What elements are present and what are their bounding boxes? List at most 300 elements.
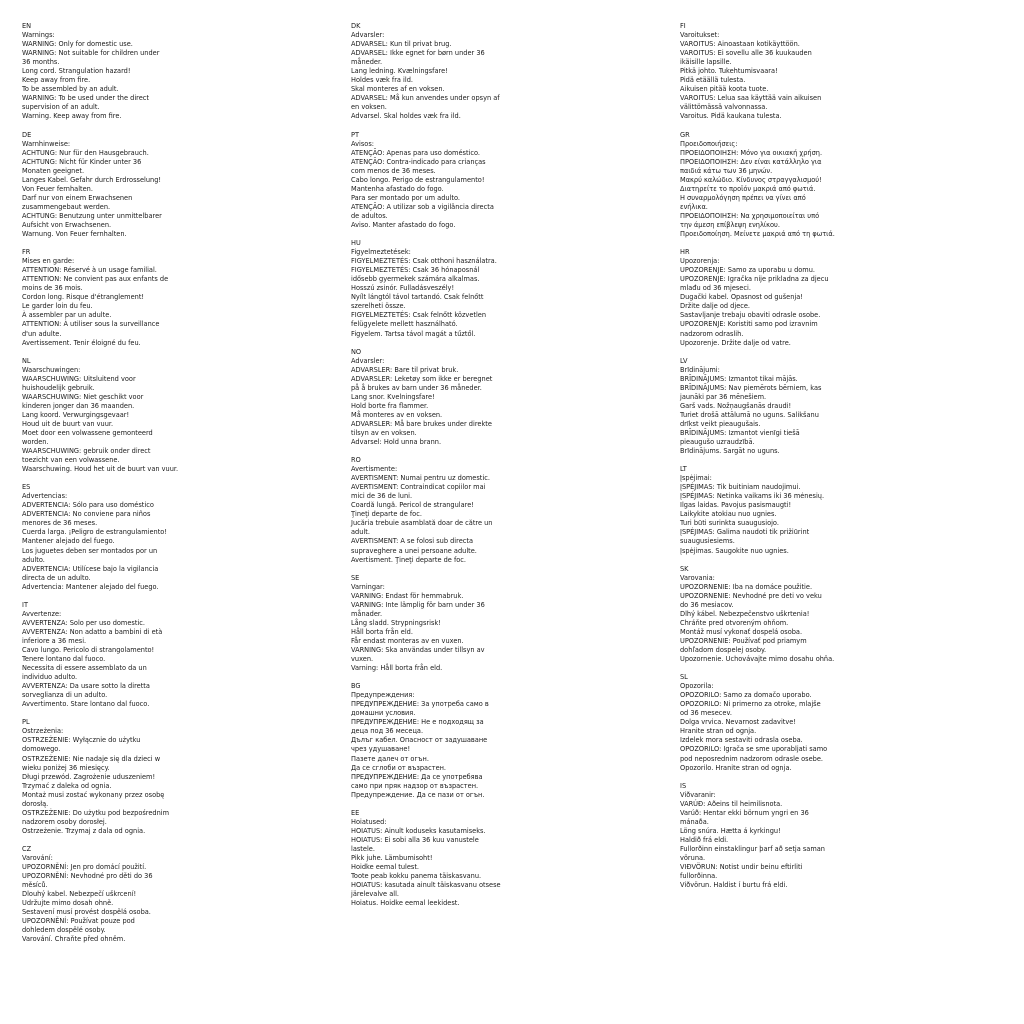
warning-line: Lang snor. Kvelningsfare! — [351, 392, 435, 401]
warning-line: домашни условия. — [351, 709, 416, 718]
warning-line: Avertismente: — [351, 465, 398, 474]
warning-line: Houd uit de buurt van vuur. — [22, 419, 114, 428]
warning-line: VARNING: Endast för hemmabruk. — [351, 591, 464, 600]
warning-line: UPOZORNENIE: Nevhodné pre deti vo veku — [680, 591, 822, 600]
warning-section-bg — [351, 682, 651, 800]
language-code: HU — [351, 239, 361, 248]
warning-section-sk — [680, 565, 980, 665]
warning-line: 36 months. — [22, 58, 60, 67]
warning-section-pt — [351, 131, 651, 231]
warning-line: WARNING: Not suitable for children under — [22, 49, 160, 58]
warning-line: Long cord. Strangulation hazard! — [22, 67, 131, 76]
warning-line: individuo adulto. — [22, 673, 78, 682]
warning-line: Upozorenje. Držite dalje od vatre. — [680, 338, 791, 347]
warning-section-it — [22, 601, 322, 710]
warning-line: Advarsler: — [351, 31, 385, 40]
warning-line: Ţineţi departe de foc. — [351, 510, 422, 519]
warning-line: Viðvaranir: — [680, 790, 716, 799]
warning-line: měsíců. — [22, 881, 48, 890]
language-code: DK — [351, 22, 361, 30]
warning-line: directa de un adulto. — [22, 573, 91, 582]
warning-line: Må monteres av en voksen. — [351, 410, 443, 419]
language-code: SE — [351, 573, 360, 582]
warning-line: Haldið frá eldi. — [680, 835, 729, 844]
language-code: EE — [351, 808, 360, 817]
warning-line: Προειδοποιήσεις: — [680, 139, 738, 148]
warning-line: sorveglianza di un adulto. — [22, 691, 108, 700]
warning-section-sl — [680, 673, 980, 773]
column-1 — [22, 22, 322, 953]
language-code: IS — [680, 781, 687, 790]
warning-line: ADVERTENCIA: Utilícese bajo la vigilancia — [22, 564, 159, 573]
warning-line: vöruna. — [680, 853, 706, 862]
warning-section-ro — [351, 456, 651, 565]
warning-section-se — [351, 574, 651, 674]
warning-line: ATENÇÃO: A utilizar sob a vigilância directa — [351, 202, 494, 211]
warning-line: ATENÇÃO: Apenas para uso doméstico. — [351, 148, 481, 157]
warning-line: vuxen. — [351, 655, 374, 664]
warning-line: HOIATUS: Ei sobi alla 36 kuu vanustele — [351, 835, 479, 844]
warning-line: Varovania: — [680, 573, 715, 582]
warning-line: OPOZORILO: Ni primerno za otroke, mlajše — [680, 700, 821, 709]
warning-line: Upozorenja: — [680, 257, 720, 266]
warning-line: Cuerda larga. ¡Peligro de estrangulamiento! — [22, 528, 167, 537]
warning-line: VAROITUS: Lelua saa käyttää vain aikuisen — [680, 94, 822, 103]
warning-line: Hoiatus. Hoidke eemal leekidest. — [351, 899, 460, 908]
warning-line: AVVERTENZA: Da usare sotto la diretta — [22, 682, 150, 691]
warning-line: inferiore a 36 mesi. — [22, 636, 87, 645]
warning-line: OSTRZEŻENIE: Wyłącznie do użytku — [22, 736, 141, 745]
warning-line: Håll borta från eld. — [351, 627, 413, 636]
warning-line: od 36 mesecev. — [680, 709, 732, 718]
warning-line: mánaða. — [680, 817, 709, 826]
warning-line: Los juguetes deben ser montados por un — [22, 546, 158, 555]
warning-line: Viðvörun. Haldist í burtu frá eldi. — [680, 881, 788, 890]
warning-line: Pikk juhe. Lämbumisoht! — [351, 853, 433, 862]
warning-line: Mantener alejado del fuego. — [22, 537, 115, 546]
warning-line: AVERTISMENT: A se folosi sub directa — [351, 537, 473, 546]
warning-line: tilsyn av en voksen. — [351, 428, 417, 437]
warning-line: ĮSPĖJIMAS: Tik buitiniam naudojimui. — [680, 483, 801, 492]
warning-line: Μακρύ καλώδιο. Κίνδυνος στραγγαλισμού! — [680, 175, 822, 184]
language-code: IT — [22, 600, 28, 609]
warning-line: Varningar: — [351, 582, 385, 591]
warning-line: Nyílt lángtól távol tartandó. Csak felnőtt — [351, 293, 484, 302]
language-code: GR — [680, 130, 690, 139]
language-code: CZ — [22, 844, 32, 853]
warning-line: Avvertenze: — [22, 609, 62, 618]
warning-line: Warning. Keep away from fire. — [22, 112, 122, 121]
warning-line: HOIATUS: Ainult koduseks kasutamiseks. — [351, 826, 486, 835]
warning-line: Προειδοποίηση. Μείνετε μακριά από τη φωτιά. — [680, 230, 835, 239]
language-code: PL — [22, 718, 30, 727]
warning-line: Cordon long. Risque d'étranglement! — [22, 293, 145, 302]
warning-line: την άμεση επίβλεψη ενηλίκου. — [680, 220, 780, 229]
warning-line: Waarschuwing. Houd het uit de buurt van vuur. — [22, 465, 179, 474]
warning-line: Предупреждения: — [351, 691, 415, 700]
warning-line: Warnhinweise: — [22, 139, 71, 148]
warning-line: Le garder loin du feu. — [22, 302, 93, 311]
warning-line: Да се сглоби от възрастен. — [351, 763, 447, 772]
warning-line: Aufsicht von Erwachsenen. — [22, 220, 112, 229]
warning-line: Waarschuwingen: — [22, 365, 81, 374]
warning-line: ĮSPĖJIMAS: Galima naudoti tik prižiūrint — [680, 528, 810, 537]
warning-line: Avvertimento. Stare lontano dal fuoco. — [22, 700, 150, 709]
warning-section-hu — [351, 239, 651, 339]
warning-line: Ostrzeżenie. Trzymaj z dala od ognia. — [22, 826, 146, 835]
warning-line: ACHTUNG: Nur für den Hausgebrauch. — [22, 148, 149, 157]
warning-line: VARNING: Ska användas under tillsyn av — [351, 646, 485, 654]
warning-line: WAARSCHUWING: Niet geschikt voor — [22, 392, 144, 401]
warning-line: Varoitukset: — [680, 31, 720, 40]
warning-line: Advertencia: Mantener alejado del fuego. — [22, 582, 159, 591]
warning-line: Pidä etäällä tulesta. — [680, 76, 746, 85]
warning-line: FIGYELMEZTETÉS: Csak felnőtt közvetlen — [351, 311, 487, 320]
language-code: PT — [351, 130, 360, 139]
warning-line: OPOZORILO: Samo za domačo uporabo. — [680, 691, 812, 700]
warning-line: på å brukes av barn under 36 måneder. — [351, 383, 482, 392]
warning-line: Montáž musí vykonať dospelá osoba. — [680, 627, 803, 636]
warning-line: pieaugušo uzraudzībā. — [680, 438, 755, 447]
warning-line: Mises en garde: — [22, 257, 75, 266]
warning-line: Aviso. Manter afastado do fogo. — [351, 220, 456, 229]
warning-line: Moet door een volwassene gemonteerd — [22, 428, 153, 437]
warning-line: Trzymać z daleka od ognia. — [22, 781, 112, 790]
warning-line: Varúð: Hentar ekki börnum yngri en 36 — [680, 808, 809, 817]
warning-line: Cabo longo. Perigo de estrangulamento! — [351, 175, 485, 184]
warning-line: Hold borte fra flammer. — [351, 401, 429, 410]
warning-line: Dugački kabel. Opasnost od gušenja! — [680, 293, 803, 302]
warning-line: BRĪDINĀJUMS: Izmantot vienīgi tiešā — [680, 428, 800, 437]
language-code: SK — [680, 564, 689, 573]
warning-section-ee — [351, 809, 651, 909]
warning-line: Пазете далеч от огън. — [351, 754, 429, 763]
warning-section-lt — [680, 465, 980, 555]
warning-line: UPOZORNĚNÍ: Používat pouze pod — [22, 917, 135, 926]
warning-line: OSTRZEŻENIE: Nie nadaje się dla dzieci w — [22, 754, 161, 763]
warning-line: BRĪDINĀJUMS: Izmantot tikai mājās. — [680, 374, 798, 383]
warning-line: ĮSPĖJIMAS: Netinka vaikams iki 36 mėnesių. — [680, 492, 825, 501]
warning-section-fr — [22, 248, 322, 348]
warning-line: OPOZORILO: Igrača se sme uporabljati samo — [680, 745, 828, 754]
warning-line: Avertisment. Ţineţi departe de foc. — [351, 555, 467, 564]
warning-line: AVVERTENZA: Non adatto a bambini di età — [22, 627, 163, 636]
warning-line: ΠΡΟΕΙΔΟΠΟΙΗΣΗ: Να χρησιμοποιείται υπό — [680, 211, 820, 220]
warning-line: Įspėjimai: — [680, 474, 712, 483]
warning-line: VARNING: Inte lämplig för barn under 36 — [351, 600, 485, 609]
warning-line: Aikuisen pitää koota tuote. — [680, 85, 769, 94]
warning-line: worden. — [22, 438, 49, 447]
language-code: BG — [351, 682, 361, 691]
warning-line: ATENÇÃO: Contra-indicado para crianças — [351, 157, 486, 166]
warning-line: Monaten geeignet. — [22, 166, 85, 175]
warning-line: do 36 mesiacov. — [680, 600, 734, 609]
warning-line: ADVARSEL: Kun til privat brug. — [351, 40, 452, 49]
warning-line: szerelheti össze. — [351, 302, 406, 311]
warning-line: ПРЕДУПРЕЖДЕНИЕ: Не е подходящ за — [351, 718, 484, 727]
warning-line: Figyelem. Tartsa távol magát a tűztől. — [351, 329, 476, 338]
warning-line: ADVARSLER: Leketøy som ikke er beregnet — [351, 374, 493, 383]
warning-line: domowego. — [22, 745, 61, 754]
warning-line: drīkst veikt pieaugušais. — [680, 419, 761, 428]
warning-line: moins de 36 mois. — [22, 284, 83, 293]
warning-line: Löng snúra. Hætta á kyrkingu! — [680, 826, 781, 835]
warning-line: ADVARSLER: Må bare brukes under direkte — [351, 419, 492, 428]
warning-line: Hoiatused: — [351, 817, 387, 826]
warning-line: Udržujte mimo dosah ohně. — [22, 899, 114, 908]
warning-line: toezicht van een volwassene. — [22, 456, 120, 465]
warning-line: ενήλικα. — [680, 202, 708, 211]
warning-line: supraveghere a unei persoane adulte. — [351, 546, 477, 555]
warning-line: Warnings: — [22, 31, 55, 40]
warning-line: Fullorðinn einstaklingur þarf að setja saman — [680, 844, 825, 853]
warning-line: Upozornenie. Uchovávajte mimo dosahu ohňa. — [680, 655, 835, 664]
warning-section-gr — [680, 131, 980, 240]
warning-section-es — [22, 483, 322, 592]
warning-line: Advarsel. Skal holdes væk fra ild. — [351, 112, 461, 121]
warning-line: Brīdinājums. Sargāt no uguns. — [680, 447, 780, 456]
warning-line: dorosłą. — [22, 799, 49, 808]
warning-section-en — [22, 22, 322, 122]
language-code: EN — [22, 22, 32, 30]
warning-line: ikäisille lapsille. — [680, 58, 732, 67]
warning-line: Mantenha afastado do fogo. — [351, 184, 444, 193]
warning-line: fullorðinna. — [680, 872, 718, 881]
warning-line: Langes Kabel. Gefahr durch Erdrosselung! — [22, 175, 162, 184]
warning-line: To be assembled by an adult. — [22, 85, 119, 94]
warning-line: Advarsel: Hold unna brann. — [351, 438, 442, 447]
warning-section-pl — [22, 718, 322, 836]
warning-line: jaunāki par 36 mēnešiem. — [680, 392, 767, 401]
warning-line: ACHTUNG: Benutzung unter unmittelbarer — [22, 211, 162, 220]
warning-line: WARNING: Only for domestic use. — [22, 40, 133, 49]
warning-line: Advertencias: — [22, 492, 68, 501]
warning-line: Avisos: — [351, 139, 374, 148]
column-3 — [680, 22, 980, 899]
warning-line: supervision of an adult. — [22, 103, 100, 112]
warning-line: ATTENTION: Ne convient pas aux enfants de — [22, 275, 169, 284]
warning-line: nadzorom odraslih. — [680, 329, 744, 338]
warning-line: zusammengebaut werden. — [22, 202, 111, 211]
warning-section-cz — [22, 845, 322, 945]
warning-line: suaugusiesiems. — [680, 537, 735, 546]
warning-line: välittömässä valvonnassa. — [680, 103, 768, 112]
warning-line: ATTENTION: Réservé à un usage familial. — [22, 266, 157, 275]
language-code: FR — [22, 248, 31, 257]
warning-line: dohľadom dospelej osoby. — [680, 646, 767, 654]
warning-line: Para ser montado por um adulto. — [351, 193, 461, 202]
warning-line: ПРЕДУПРЕЖДЕНИЕ: Да се употребява — [351, 772, 483, 781]
language-code: DE — [22, 130, 32, 139]
language-code: RO — [351, 456, 361, 465]
warning-line: Hranite stran od ognja. — [680, 727, 757, 736]
warning-line: Opozorila: — [680, 682, 714, 691]
warning-line: Varoitus. Pidä kaukana tulesta. — [680, 112, 782, 121]
warning-line: Darf nur von einem Erwachsenen — [22, 193, 133, 202]
warning-section-lv — [680, 357, 980, 457]
warning-line: Får endast monteras av en vuxen. — [351, 636, 464, 645]
warning-line: Warnung. Von Feuer fernhalten. — [22, 230, 127, 239]
warning-line: Laikykite atokiau nuo ugnies. — [680, 510, 777, 519]
warning-line: Dolga vrvica. Nevarnost zadavitve! — [680, 718, 796, 727]
warning-line: idősebb gyermekek számára alkalmas. — [351, 275, 480, 284]
language-code: FI — [680, 22, 686, 30]
warning-line: adult. — [351, 528, 370, 537]
warning-line: FIGYELMEZTETÉS: Csak 36 hónaposnál — [351, 266, 480, 275]
warning-line: чрез удушаване! — [351, 745, 411, 754]
warning-line: Garš vads. Nožņaugšanās draudi! — [680, 401, 792, 410]
warning-line: FIGYELMEZTETÉS: Csak otthoni használatra. — [351, 257, 497, 266]
warning-line: Advarsler: — [351, 356, 385, 365]
warning-line: ADVARSEL: Må kun anvendes under opsyn af — [351, 94, 500, 103]
warning-line: VARÚÐ: Aðeins til heimilisnota. — [680, 799, 783, 808]
warning-line: menores de 36 meses. — [22, 519, 98, 528]
warning-line: само при пряк надзор от възрастен. — [351, 781, 479, 790]
warning-line: ADVERTENCIA: Sólo para uso doméstico — [22, 501, 154, 510]
warning-line: UPOZORENJE: Samo za uporabu u domu. — [680, 266, 815, 275]
warning-line: ACHTUNG: Nicht für Kinder unter 36 — [22, 157, 142, 166]
warning-line: UPOZORNĚNÍ: Jen pro domácí použití. — [22, 863, 147, 872]
warning-line: Sestavení musí provést dospělá osoba. — [22, 908, 151, 917]
warning-line: måneder. — [351, 58, 383, 67]
language-code: HR — [680, 248, 690, 257]
warning-line: WAARSCHUWING: gebruik onder direct — [22, 447, 151, 456]
warning-line: ПРЕДУПРЕЖДЕНИЕ: За употреба само в — [351, 700, 489, 709]
language-code: NO — [351, 347, 362, 356]
warning-line: VAROITUS: Ei sovellu alle 36 kuukauden — [680, 49, 812, 58]
warning-line: ADVARSLER: Bare til privat bruk. — [351, 365, 459, 374]
warning-line: AVVERTENZA: Solo per uso domestic. — [22, 618, 145, 627]
warning-line: деца под 36 месеца. — [351, 727, 424, 736]
warning-line: Varování. Chraňte před ohněm. — [22, 935, 126, 944]
warning-section-dk — [351, 22, 651, 122]
warning-line: Įspėjimas. Saugokite nuo ugnies. — [680, 546, 789, 555]
warning-line: Ilgas laidas. Pavojus pasismaugti! — [680, 501, 792, 510]
warning-line: ΠΡΟΕΙΔΟΠΟΙΗΣΗ: Δεν είναι κατάλληλο για — [680, 157, 822, 166]
warning-line: Предупреждение. Да се пази от огън. — [351, 790, 485, 799]
warning-line: UPOZORNĚNÍ: Nevhodné pro děti do 36 — [22, 872, 153, 881]
warning-line: Avertissement. Tenir éloigné du feu. — [22, 338, 141, 347]
warning-line: ATTENTION: À utiliser sous la surveillance — [22, 320, 160, 329]
warning-line: UPOZORNENIE: Iba na domáce použitie. — [680, 582, 813, 591]
warning-line: Keep away from fire. — [22, 76, 91, 85]
warning-line: Długi przewód. Zagrożenie uduszeniem! — [22, 772, 156, 781]
warning-line: UPOZORNENIE: Používať pod priamym — [680, 636, 807, 645]
warning-line: Von Feuer fernhalten. — [22, 184, 93, 193]
language-code: NL — [22, 356, 31, 365]
warning-line: d'un adulte. — [22, 329, 62, 338]
warning-line: mici de 36 de luni. — [351, 492, 413, 501]
warning-line: wieku poniżej 36 miesięcy. — [22, 763, 110, 772]
warning-line: Lang ledning. Kvælningsfare! — [351, 67, 448, 76]
warning-line: Figyelmeztetések: — [351, 248, 411, 257]
warning-line: WAARSCHUWING: Uitsluitend voor — [22, 374, 136, 383]
warning-line: Dlouhý kabel. Nebezpečí uškrcení! — [22, 890, 137, 899]
warning-line: VAROITUS: Ainoastaan kotikäyttöön. — [680, 40, 800, 49]
column-2 — [351, 22, 651, 917]
warning-line: UPOZORENJE: Koristiti samo pod izravnim — [680, 320, 818, 329]
warning-line: Skal monteres af en voksen. — [351, 85, 445, 94]
language-code: LV — [680, 356, 688, 365]
warning-line: Turi būti surinkta suaugusiojo. — [680, 519, 779, 528]
warning-line: Tenere lontano dal fuoco. — [22, 655, 106, 664]
warning-line: WARNING: To be used under the direct — [22, 94, 149, 103]
warning-section-fi — [680, 22, 980, 122]
warning-line: Ostrzeżenia: — [22, 727, 64, 736]
warning-line: AVERTISMENT: Contraindicat copiilor mai — [351, 483, 486, 492]
language-code: SL — [680, 673, 688, 682]
warning-line: Cavo lungo. Pericolo di strangolamento! — [22, 646, 155, 654]
warning-line: UPOZORENJE: Igračka nije prikladna za djecu — [680, 275, 829, 284]
warning-line: Montaż musi zostać wykonany przez osobę — [22, 790, 165, 799]
warning-line: Hoidke eemal tulest. — [351, 863, 420, 872]
warning-line: en voksen. — [351, 103, 387, 112]
warning-line: nadzorem osoby dorosłej. — [22, 817, 107, 826]
warning-line: Necessita di essere assemblato da un — [22, 664, 147, 673]
warning-line: Varning: Håll borta från eld. — [351, 664, 443, 673]
warning-line: månader. — [351, 609, 383, 618]
warning-line: Brīdinājumi: — [680, 365, 720, 374]
warning-line: Dlhý kábel. Nebezpečenstvo uškrtenia! — [680, 609, 810, 618]
warning-line: felügyelete mellett használható. — [351, 320, 458, 329]
warning-line: Sastavljanje trebaju obaviti odrasle osobe. — [680, 311, 821, 320]
warning-line: Držite dalje od djece. — [680, 302, 751, 311]
warning-section-de — [22, 131, 322, 240]
warning-line: ADVERTENCIA: No conviene para niños — [22, 510, 151, 519]
warning-line: huishoudelijk gebruik. — [22, 383, 95, 392]
warning-line: Η συναρμολόγηση πρέπει να γίνει από — [680, 193, 806, 202]
warning-line: mlađu od 36 mjeseci. — [680, 284, 751, 293]
warning-line: Pitkä johto. Tukehtumisvaara! — [680, 67, 778, 76]
warning-line: pod neposrednim nadzorom odrasle osebe. — [680, 754, 824, 763]
warning-line: Opozorilo. Hranite stran od ognja. — [680, 763, 792, 772]
warning-line: Izdelek mora sestaviti odrasla oseba. — [680, 736, 803, 745]
warning-line: de adultos. — [351, 211, 388, 220]
warning-line: À assembler par un adulte. — [22, 311, 112, 320]
warning-line: HOIATUS: kasutada ainult täiskasvanu otsese — [351, 881, 501, 890]
warning-line: Дълъг кабел. Опасност от задушаване — [351, 736, 488, 745]
warning-line: Jucăria trebuie asamblată doar de către un — [351, 519, 493, 528]
warning-line: Holdes væk fra ild. — [351, 76, 414, 85]
warning-line: OSTRZEŻENIE: Do użytku pod bezpośrednim — [22, 808, 170, 817]
warning-line: Varování: — [22, 853, 53, 862]
warning-line: dohledem dospělé osoby. — [22, 926, 106, 935]
warning-line: lastele. — [351, 844, 375, 853]
warning-section-is — [680, 782, 980, 891]
warning-section-nl — [22, 357, 322, 475]
warning-line: Toote peab kokku panema täiskasvanu. — [351, 872, 482, 881]
warning-line: com menos de 36 meses. — [351, 166, 436, 175]
warning-line: Turiet drošā attālumā no uguns. Salikšanu — [680, 410, 819, 419]
warning-line: adulto. — [22, 555, 45, 564]
language-code: LT — [680, 465, 687, 474]
warning-line: AVERTISMENT: Numai pentru uz domestic. — [351, 474, 490, 483]
warning-line: Lång sladd. Strypningsrisk! — [351, 618, 441, 627]
warning-section-no — [351, 348, 651, 448]
warning-line: Chráňte pred otvoreným ohňom. — [680, 618, 789, 627]
warning-line: kinderen jonger dan 36 maanden. — [22, 401, 135, 410]
warning-line: järelevalve all. — [351, 890, 400, 899]
warning-line: Coardă lungă. Pericol de strangulare! — [351, 501, 474, 510]
language-code: ES — [22, 483, 31, 492]
warning-section-hr — [680, 248, 980, 348]
warning-line: Hosszú zsinór. Fulladásveszély! — [351, 284, 455, 293]
warning-line: ADVARSEL: Ikke egnet for børn under 36 — [351, 49, 485, 58]
warning-line: VIÐVÖRUN: Notist undir beinu eftirliti — [680, 863, 803, 872]
warning-line: BRĪDINĀJUMS: Nav piemērots bērniem, kas — [680, 383, 822, 392]
warning-line: ΠΡΟΕΙΔΟΠΟΙΗΣΗ: Μόνο για οικιακή χρήση. — [680, 148, 823, 157]
warning-line: Lang koord. Verwurgingsgevaar! — [22, 410, 130, 419]
